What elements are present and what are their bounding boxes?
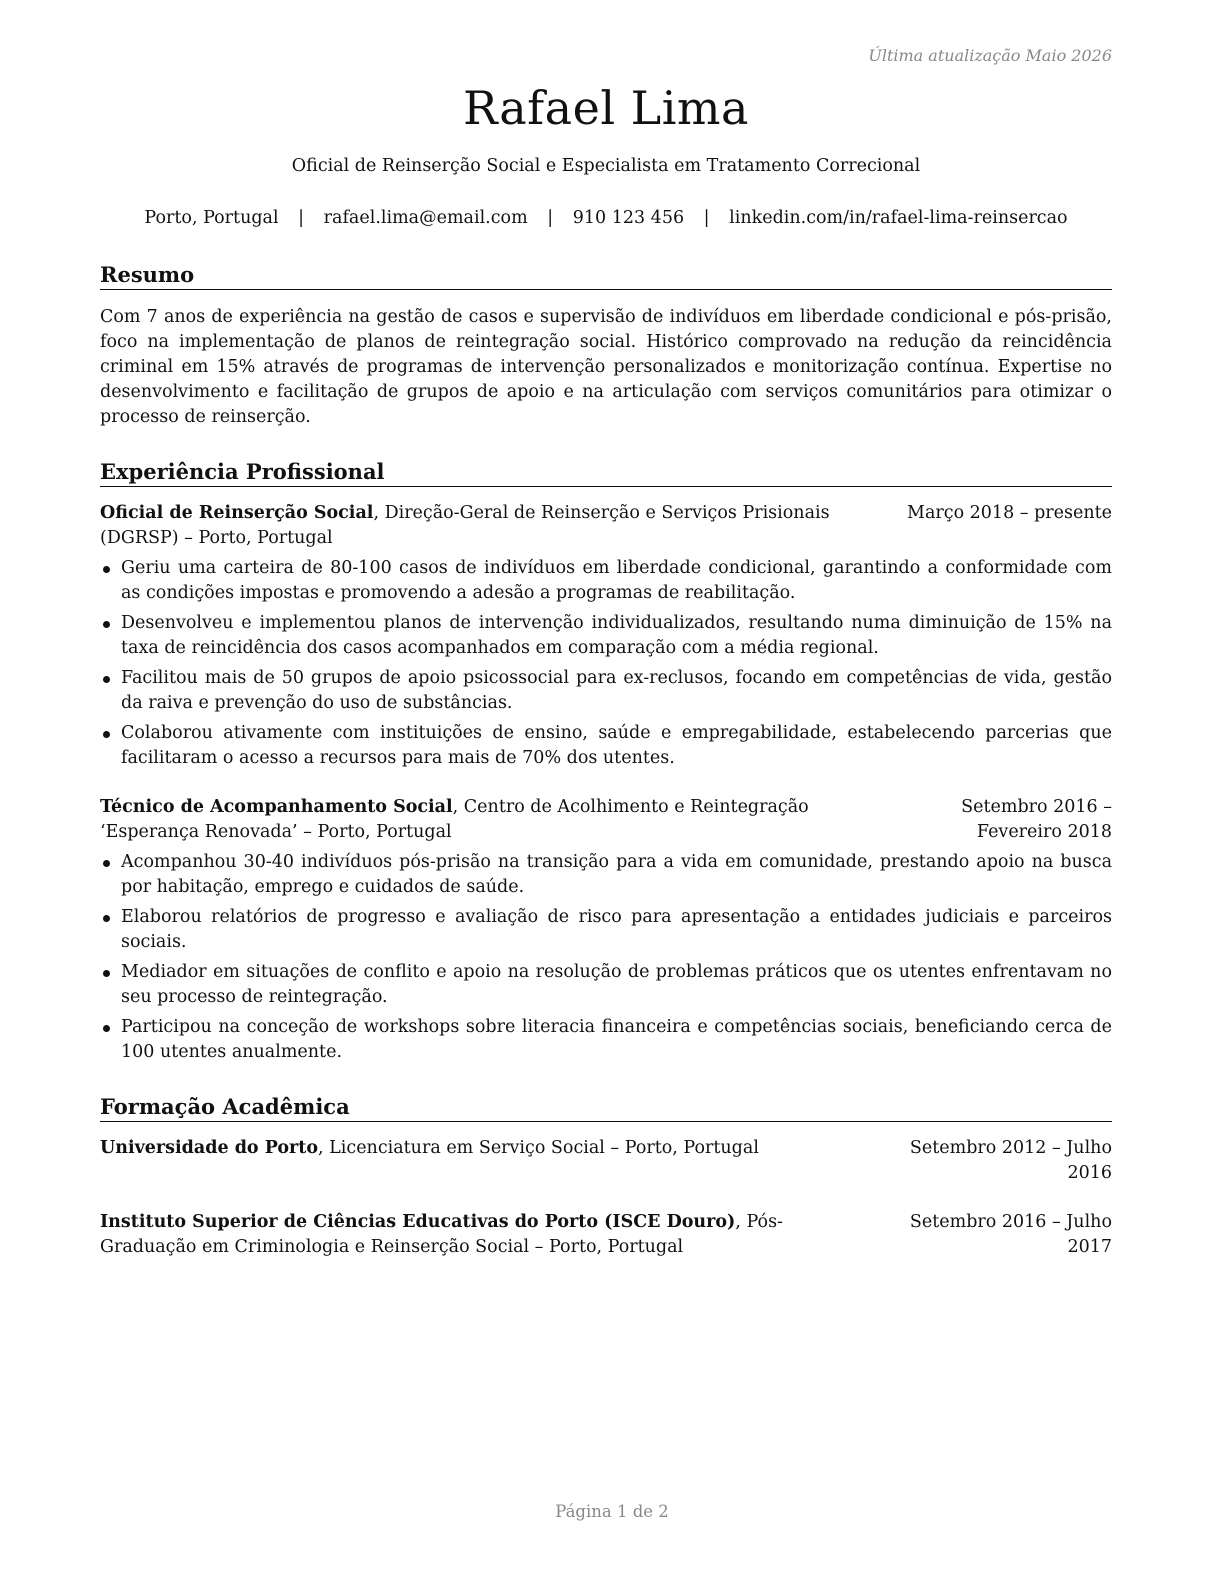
education-entry [100, 1210, 1112, 1260]
job-role: Técnico de Acompanhamento Social [100, 797, 453, 817]
job-header [100, 795, 1112, 845]
education-heading [100, 1210, 858, 1260]
bullet-text: Desenvolveu e implementou planos de intervenção individualizados, resultando numa diminuição de 15% na taxa de reincidência dos casos acompanhados em comparação com a média regional. [121, 613, 1112, 658]
bullet-icon [103, 676, 110, 683]
contact-linkedin[interactable]: linkedin.com/in/rafael-lima-reinsercao [729, 208, 1068, 228]
last-updated: Última atualização Maio 2026 [868, 46, 1112, 65]
education-detail: , Pós-Graduação em Criminologia e Reinserção Social – Porto, Portugal [100, 1212, 783, 1257]
job-entry [100, 501, 1112, 771]
contact-line [100, 206, 1112, 230]
education-dates: Setembro 2012 – Julho 2016 [909, 1138, 1112, 1183]
list-item [100, 905, 1112, 955]
bullet-icon [103, 970, 110, 977]
list-item [100, 1015, 1112, 1065]
contact-separator: | [547, 208, 554, 228]
contact-email[interactable]: rafael.lima@email.com [323, 208, 528, 228]
bullet-text: Elaborou relatórios de progresso e avaliação de risco para apresentação a entidades judiciais e parceiros sociais. [121, 907, 1112, 952]
bullet-text: Geriu uma carteira de 80-100 casos de indivíduos em liberdade condicional, garantindo a conformidade com as condições impostas e promovendo a adesão a programas de reabilitação. [121, 558, 1112, 603]
bullet-icon [103, 1025, 110, 1032]
contact-location: Porto, Portugal [144, 208, 279, 228]
section-title-experience: Experiência Profissional [100, 458, 1112, 487]
list-item [100, 611, 1112, 661]
summary-text: Com 7 anos de experiência na gestão de casos e supervisão de indivíduos em liberdade condicional e pós-prisão, foco na implementação de planos de reintegração social. Histórico comprovado na redução da reincidência criminal em 15% através de programas de intervenção personalizados e monitorização contínua. Expertise no desenvolvimento e facilitação de grupos de apoio e na articulação com serviços comunitários para otimizar o processo de reinserção. [100, 307, 1112, 427]
list-item [100, 556, 1112, 606]
candidate-name: Rafael Lima [463, 81, 749, 135]
bullet-text: Participou na conceção de workshops sobre literacia financeira e competências sociais, beneficiando cerca de 100 utentes anualmente. [121, 1017, 1112, 1062]
section-title-education: Formação Acadêmica [100, 1093, 1112, 1122]
page-number: Página 1 de 2 [555, 1502, 669, 1521]
job-organization: , Direção-Geral de Reinserção e Serviços Prisionais (DGRSP) – Porto, Portugal [100, 503, 830, 548]
bullet-text: Facilitou mais de 50 grupos de apoio psicossocial para ex-reclusos, focando em competências de vida, gestão da raiva e prevenção do uso de substâncias. [121, 668, 1112, 713]
list-item [100, 850, 1112, 900]
education-dates: Setembro 2016 – Julho 2017 [909, 1212, 1112, 1257]
contact-phone[interactable]: 910 123 456 [572, 208, 685, 228]
job-heading [100, 795, 858, 845]
bullet-text: Mediador em situações de conflito e apoio na resolução de problemas práticos que os utentes enfrentavam no seu processo de reintegração. [121, 962, 1112, 1007]
list-item [100, 721, 1112, 771]
job-bullets [100, 850, 1112, 1065]
job-header [100, 501, 1112, 551]
job-organization: , Centro de Acolhimento e Reintegração ‘Esperança Renovada’ – Porto, Portugal [100, 797, 809, 842]
education-header [100, 1210, 1112, 1260]
section-title-summary: Resumo [100, 261, 1112, 290]
contact-separator: | [703, 208, 710, 228]
bullet-icon [103, 566, 110, 573]
list-item [100, 666, 1112, 716]
education-heading [100, 1136, 858, 1186]
education-school: Instituto Superior de Ciências Educativas do Porto (ISCE Douro) [100, 1212, 736, 1232]
bullet-icon [103, 621, 110, 628]
job-bullets [100, 556, 1112, 771]
education-school: Universidade do Porto [100, 1138, 319, 1158]
job-dates: Março 2018 – presente [907, 503, 1112, 523]
education-section [100, 1093, 1112, 1260]
job-heading [100, 501, 887, 551]
job-entry [100, 795, 1112, 1065]
resume-page [100, 40, 1112, 1260]
job-role: Oficial de Reinserção Social [100, 503, 374, 523]
list-item [100, 960, 1112, 1010]
bullet-icon [103, 860, 110, 867]
experience-section [100, 458, 1112, 1065]
education-detail: , Licenciatura em Serviço Social – Porto, Portugal [318, 1138, 759, 1158]
education-entry [100, 1136, 1112, 1186]
bullet-text: Acompanhou 30-40 indivíduos pós-prisão na transição para a vida em comunidade, prestando apoio na busca por habitação, emprego e cuidados de saúde. [121, 852, 1112, 897]
bullet-icon [103, 731, 110, 738]
job-dates: Setembro 2016 – Fevereiro 2018 [961, 797, 1112, 842]
education-header [100, 1136, 1112, 1186]
contact-separator: | [298, 208, 305, 228]
bullet-icon [103, 915, 110, 922]
candidate-title: Oficial de Reinserção Social e Especialista em Tratamento Correcional [291, 156, 921, 176]
summary-section [100, 261, 1112, 430]
bullet-text: Colaborou ativamente com instituições de ensino, saúde e empregabilidade, estabelecendo parcerias que facilitaram o acesso a recursos para mais de 70% dos utentes. [121, 723, 1112, 768]
